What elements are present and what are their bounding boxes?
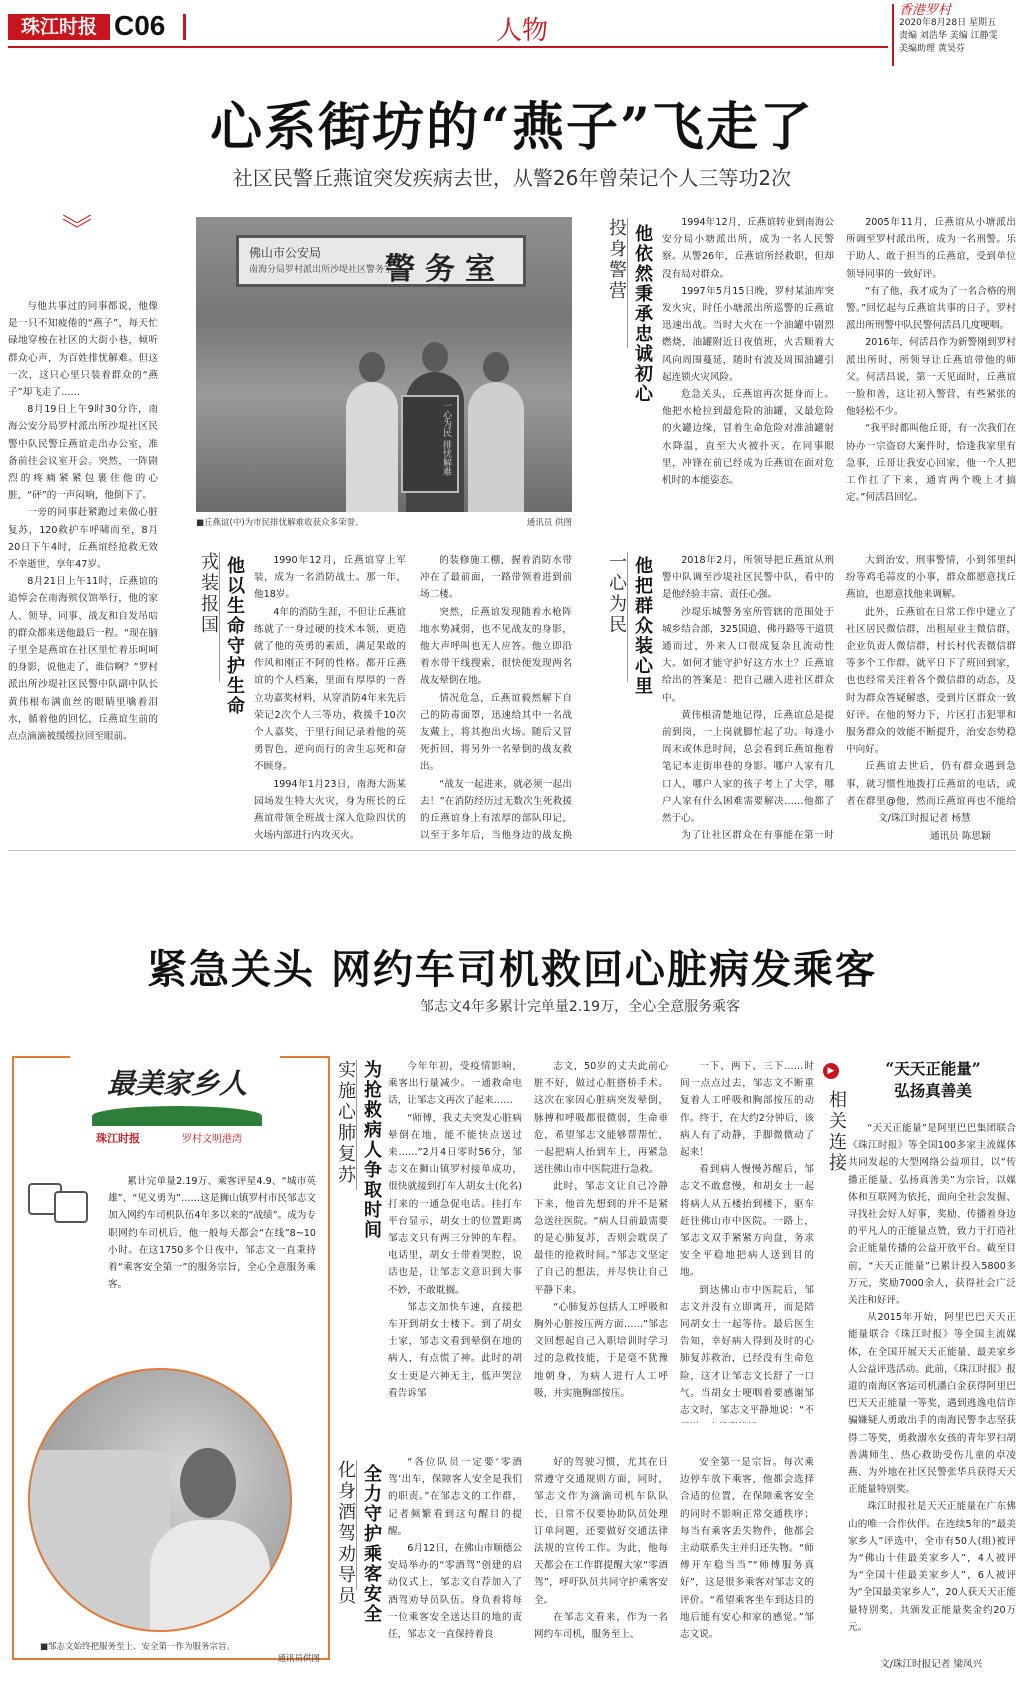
related-body: [848, 1120, 1016, 1650]
brand-logo: 香港罗村: [899, 3, 952, 18]
body-paragraph: 此外，丘燕谊在日常工作中建立了社区居民微信群，出租屋业主微信群，企业负责人微信群，村长村代表微信群等多个工作群。就平日下了班回到家，也也经常关注着各个微信群的动态，及时为群众答疑解惑，受到片区群众一致好评。在他的努力下，片区打击犯罪和服务群众的效能不断提升，治安态势稳中向好。: [846, 606, 1016, 756]
body-paragraph: 沙堤乐城警务室所管辖的范围处于城乡结合部，325国道、佛丹路等干道贯通而过，外来人口很成复杂且流动性大。如何才能守护好这方水土？丘燕谊给出的答案是：把自己融入进社区群众中。: [662, 606, 834, 704]
column-logo: [82, 1062, 272, 1158]
body-paragraph: “各位队员一定要‘零酒驾’出车，保障客人安全是我们的职责。”在邹志文的工作群，记者频繁看到这句醒目的提醒。: [388, 1457, 522, 1537]
person-head: [359, 352, 385, 382]
article1-subheadline: 社区民警丘燕谊突发疾病去世，从警26年曾荣记个人三等功2次: [232, 166, 792, 190]
a2-section1-title: 为抢救病人争取时间: [361, 1060, 382, 1240]
section1-title: 他依然秉承忠诚初心: [632, 224, 653, 404]
body-paragraph: 2018年2月，所领导把丘燕谊从刑警中队调至沙堤社区民警中队，看中的是他经验丰富、责任心强。: [662, 555, 834, 601]
logo-title: 最美家乡人: [106, 1067, 247, 1100]
section-rule: [356, 1060, 357, 1190]
a2-section1b-body: [534, 1058, 668, 1423]
body-paragraph: 大到治安、刑事警情，小到邻里纠纷等鸡毛蒜皮的小事，群众都愿意找丘燕谊，也愿意找他来调解。: [846, 555, 1016, 601]
section1-label: 投身警营: [606, 218, 627, 302]
article2-headline: 紧急关头 网约车司机救回心脏病发乘客: [147, 946, 877, 993]
driver-photo: [28, 1368, 292, 1632]
body-paragraph: 一下、两下、三下……时间一点点过去，邹志文不断重复着人工呼吸和胸部按压的动作。终于，在大约2分钟后，该病人有了动静，手脚微微动了起来！: [680, 1061, 814, 1159]
masthead-meta: [892, 4, 1018, 66]
section3-label: 一心为民: [606, 552, 627, 636]
intro-paragraph: 8月19日上午9时30分许，南海公安分局罗村派出所沙堤社区民警中队民警丘燕谊走出办公室，准备前往会议室开会。突然，一阵剧烈的疼痛紧紧包裹住他的心脏，“砰”的一声闷响，他倒下了。: [8, 404, 158, 502]
section3-body: [662, 552, 834, 844]
section3b-body: [846, 552, 1016, 808]
person-figure: [468, 382, 524, 512]
sign-org: 佛山市公安局: [249, 246, 322, 260]
car-shape: [28, 1450, 170, 1632]
a2-section2-label: 化身酒驾劝导员: [335, 1460, 356, 1607]
issue-date: 2020年8月28日 星期五: [899, 18, 996, 28]
photo-caption: [196, 516, 572, 528]
body-paragraph: “心肺复苏包括人工呼吸和胸外心脏按压两方面……”邹志文回想起自己入职培训时学习过的急救技能，于是毫不犹豫地朝身，为病人进行人工呼吸，并实施胸部按压。: [534, 1301, 668, 1399]
related-title-line2: 弘扬真善美: [894, 1081, 972, 1100]
body-paragraph: 2005年11月，丘燕谊从小塘派出所调至罗村派出所，成为一名刑警。乐于助人、敢于担当的丘燕谊，受到单位领导同事的一致好评。: [846, 217, 1016, 280]
person-figure: [346, 382, 398, 512]
body-paragraph: 为了让社区群众在有事能在第一时: [681, 830, 834, 842]
section-rule: [356, 1460, 357, 1590]
section1b-body: [846, 214, 1016, 508]
body-paragraph: “天天正能量”是阿里巴巴集团联合《珠江时报》等全国100多家主流媒体共同发起的大型网络公益项目，以“传播正能量、弘扬真善美”为宗旨，以媒体和互联网为依托，面向全社会发掘、寻找社会好人好事，奖励、传播着身边的平凡人的正能量点赞，致力于打造社会正能量传播的公益开放平台。截至目前，“天天正能量”已累计投入5800多万元，奖励7000余人，获得社会广泛关注和好评。: [848, 1123, 1016, 1307]
body-paragraph: 此时，邹志文让自己冷静下来，他首先想到的并不是紧急送往医院。“病人目前最需要的是心肺复苏，否则会耽误了最佳的抢救时间。”邹志文坚定了自己的想法，并尽快让自己平静下来。: [534, 1181, 668, 1296]
play-icon: ▶: [823, 1063, 839, 1079]
body-paragraph: 1994年12月，丘燕谊转业到南海公安分局小塘派出所，成为一名人民警察。从警26年，丘燕谊所经救职，但却没有局对群众。: [662, 217, 834, 280]
body-paragraph: 突然，丘燕谊发现随着水枪阵地水势减弱，也不见战友的身影，他大声呼叫也无人应答。他立即沿着水带干线搜索，很快便发现两名战友晕倒在地。: [420, 606, 572, 687]
photo-credit: 通讯员 供图: [526, 518, 572, 528]
driver-head: [180, 1448, 236, 1518]
article2-intro: [108, 1173, 316, 1293]
station-sign: [236, 235, 526, 287]
a2-section1-body: [388, 1058, 522, 1423]
speech-bubble-icon: [28, 1183, 98, 1229]
related-title: [858, 1058, 1008, 1102]
body-paragraph: 志文，50岁的丈夫此前心脏不好，做过心脏搭桥手术。这次在家因心脏病突发晕倒，脉搏和呼吸都很微弱，生命垂危，希望邹志文能够帮帮忙，一起把病人抬到车上，再紧急送往佛山市中医院进行急救。: [534, 1061, 668, 1176]
editor-credit: 责编 刘浩华 美编 江静雯: [899, 31, 998, 41]
a2-section1c-body: [680, 1058, 814, 1423]
article1-headline: 心系街坊的“燕子”飞走了: [210, 97, 814, 158]
intro-paragraph: 与他共事过的同事都说，他像是一只不知疲倦的“燕子”，每天忙碌地穿梭在社区的大街小巷，倾听群众心声，为百姓排忧解难。但这一次，这只心里只装着群众的“燕子”却飞走了……: [8, 301, 158, 399]
sign-unit: 南海分局罗村派出所沙堤社区警务室: [249, 265, 394, 275]
body-paragraph: 危急关头，丘燕谊再次挺身而上。他把水枪拉到最危险的油罐，又最危险的火罐边缘，冒着生命危险对准油罐射水降温，直至大火被扑灭。在同事眼里，冲锋在前已经成为丘燕谊在面对危机时的本能姿态。: [662, 389, 834, 487]
section1-body: [662, 214, 834, 508]
assistant-credit: 美编助理 黄昊芬: [899, 44, 965, 54]
intro-paragraph: 一旁的同事赶紧跑过来做心脏复苏，120救护车呼啸而至，8月20日下午4时，丘燕谊经抢救无效不幸逝世，享年47岁。: [8, 507, 158, 571]
body-paragraph: 丘燕谊去世后，仍有群众遇到急事，就习惯性地拨打丘燕谊的电话，或者在群里@他，然而丘燕谊再也不能给: [846, 761, 1016, 807]
section-rule: [627, 218, 628, 348]
intro-paragraph: 8月21日上午11时，丘燕谊的追悼会在南海殡仪馆举行，他的家人、领导、同事、战友和自发吊唁的群众都来送他最后一程。“现在脑子里全是燕谊在社区里忙着乐呵呵的身影，说他走了，谁信啊？”罗村派出所沙堤社区民警中队副中队长黄伟根布满血丝的眼睛里噙着泪水，循着他的回忆，丘燕谊生前的点点滴滴被缓缓拉回至眼前。: [8, 576, 158, 743]
body-paragraph: 情况危急，丘燕谊毅然解下自己的防毒面罩，迅速给其中一名战友戴上，将其抱出火场。随后又冒死折回，将另外一名晕倒的战友救出。: [420, 692, 572, 773]
section2-title: 他以生命守护生命: [224, 556, 245, 716]
page-divider: [183, 14, 186, 40]
logo-tagline: 罗村文明港湾: [182, 1134, 242, 1145]
body-paragraph: “师傅，我丈夫突发心脏病晕倒在地，能不能快点送过来……”2月4日零时56分，邹志文在狮山镇罗村接单成功，很快就接到打车人胡女士(化名)打来的一通急促电话。挂打车平台显示，胡女士的位置距离邹志文只有两三分钟的车程。电话里，胡女士带着哭腔，说话也是，让邹志文意识到大事不妙，不敢耽搁。: [388, 1112, 522, 1296]
section-title: 人物: [496, 16, 549, 46]
section-rule: [627, 552, 628, 682]
related-label: 相关连接: [826, 1090, 847, 1174]
body-paragraph: 1990年12月，丘燕谊穿上军装，成为一名消防战士。那一年，他18岁。: [254, 555, 406, 601]
body-paragraph: 1994年1月23日，南海大沥某园场发生特大火灾，身为班长的丘燕谊带领全班战士深入危险四伏的火场内部进行内攻灭火。: [254, 778, 406, 842]
body-paragraph: 看到病人慢慢苏醒后，邹志文不敢怠慢，和胡女士一起将病人从五楼抬到楼下，驱车赶往佛山市中医院。一路上，邹志文双手紧紧方向盘，务求安全平稳地把病人送到目的地。: [680, 1164, 814, 1279]
body-paragraph: 好的驾驶习惯，尤其在日常遵守交通规则方面，同时，邹志文作为滴滴司机车队队长，日常不仅要协助队员处理订单问题，还要做好交通法律法规的宣传工作。为此，他每天都会在工作群提醒大家“零酒驾”，呼吁队员共同守护乘客安全。: [534, 1457, 668, 1606]
body-paragraph: “战友一起进来，就必须一起出去！”在消防经历过无数次生死救援的丘燕谊身上有浓厚的部队印记，以至于多年后，当他身边的战友换: [420, 778, 572, 842]
body-paragraph: 在邹志文看来，作为一名网约车司机，服务至上、: [534, 1611, 668, 1641]
body-paragraph: 安全第一是宗旨。每次乘边停车放下乘客，他都会选择合适的位置，在保障乘客安全的同时不影响正常交通秩序；每当有乘客丢失物件，他都会主动联系失主并归还失物。“师傅开车稳当当”“师傅服务真好”，这是很多乘客对邹志文的评价。“希望乘客坐车到达目的地后能有安心和家的感觉。”邹志文说。: [680, 1457, 814, 1641]
article-divider: [8, 850, 1016, 851]
sign-big: 警务室: [385, 252, 505, 287]
person-head: [422, 342, 448, 372]
section2-body: [254, 552, 406, 844]
photo-credit: 通讯员供图: [277, 1654, 320, 1664]
section2b-body: [420, 552, 572, 844]
article1-byline2: 通讯员 陈思颖: [930, 831, 991, 842]
section-rule: [219, 552, 220, 682]
bubble-shape: [54, 1191, 88, 1223]
body-paragraph: 珠江时报社是天天正能量在广东佛山的唯一合作伙伴。在连续5年的“最美家乡人”评选中，全市有50人(组)被评为“佛山十佳最美家乡人”，4人被评为“全国十佳最美家乡人”，6人被评为“全国最美家乡人”，20人获天天正能量特别奖，共颁发正能量奖金约20万元。: [848, 1501, 1016, 1633]
person-head: [483, 352, 509, 382]
related-title-line1: “天天正能量”: [885, 1059, 981, 1078]
body-paragraph: 的装修施工棚，握着消防水带冲在了最前面，一路带领着进到前场二楼。: [420, 555, 572, 601]
body-paragraph: 黄伟根清楚地记得，丘燕谊总是提前到岗，一上岗就脚忙起了功。每逢小周末或休息时间，总会看到丘燕谊拖着笔记本走街串巷的身影。哪户人家有几口人，哪户人家的孩子考上了大学，哪户人家有什么困难需要解决……他都了然于心。: [662, 709, 834, 825]
paper-logo: 珠江时报: [8, 14, 110, 40]
body-paragraph: 今年年初，受疫情影响，乘客出行量减少。一通救命电话，让邹志文再次了起来……: [388, 1061, 522, 1107]
a2-section2c-body: [680, 1454, 814, 1664]
body-paragraph: 4年的消防生涯，不但让丘燕谊练就了一身过硬的技术本领，更造就了他的英勇的素质，满足果敢的作风和刚正不阿的性格。都开丘燕谊的个人档案，里面有厚厚的一沓立功嘉奖材料，从穿消防4年来先后荣记2次个人三等功，救援千10次个人嘉奖，于里行间记录着他的英勇智色，逆向而行的舍生忘死和奋不顾身。: [254, 606, 406, 773]
body-paragraph: 2016年，何活昌作为新警刚到罗村派出所时，所领导让丘燕谊带他的师父。何活昌说，第一天见面时，丘燕谊一脸和善，这让初入警营、有些紧张的他轻松不少。: [846, 337, 1016, 418]
article2-subheadline: 邹志文4年多累计完单量2.19万，全心全意服务乘客: [420, 999, 741, 1015]
article1-byline: 文/珠江时报记者 杨慧: [878, 813, 971, 824]
driver-figure: [150, 1520, 270, 1632]
logo-paper: 珠江时报: [96, 1132, 140, 1145]
article1-intro: [8, 298, 158, 843]
intro-paragraph: 累计完单量2.19万、乘客评星4.9、“城市英雄”、“见义勇为”……这是狮山镇罗村市民邹志文加入网约车司机队伍4年多以来的“战绩”。成为专职网约车司机后，他一般每天都会“在线”8~10小时。在这1750多个日夜中，邹志文一直秉持着“乘客安全第一”的服务宗旨，全心全意服务乘客。: [108, 1176, 316, 1291]
body-paragraph: 1997年5月15日晚，罗村某油库突发火灾，时任小塘派出所巡警的丘燕谊迅速出战。当时大火在一个油罐中剧烈燃烧，油罐附近日夜值班，火舌顺着大风向周围蔓延，随时有波及周围油罐引起连锁火灾风险。: [662, 285, 834, 383]
a2-section2-title: 全力守护乘客安全: [361, 1464, 382, 1624]
masthead-rule: [8, 46, 888, 48]
a2-section1-label: 实施心肺复苏: [335, 1060, 356, 1186]
section3-title: 他把群众装心里: [632, 556, 653, 696]
body-paragraph: “我平时都叫他丘哥，有一次我们在协办一宗盗窃大案件时，恰逢我家里有急事，丘哥让我安心回家，他一个人把工作扛了下来，通宵两个晚上才搞定。”何活昌回忆。: [846, 423, 1016, 504]
a2-section2-body: [388, 1454, 522, 1664]
body-paragraph: 6月12日，在佛山市顺德公安局举办的“零酒驾”创建的启动仪式上，邹志文自荐加入了酒驾劝导员队伍。身负着将每一位乘客安全送达目的地的责任，邹志文一直保持着良: [388, 1543, 522, 1641]
caption-text: ■丘燕谊(中)为市民排忧解难收获众多荣誉。: [196, 518, 364, 528]
related-byline: 文/珠江时报记者 梁凤兴: [880, 1659, 983, 1670]
logo-wave: [92, 1106, 262, 1126]
page-number: C06: [114, 10, 166, 41]
body-paragraph: 邹志文加快车速，直接把车开到胡女士楼下。到了胡女士家，邹志文看到晕倒在地的病人，有点慌了神。此时的胡女士更是六神无主，低声哭泣看告诉邹: [388, 1301, 522, 1399]
chevron-down-icon: ︾: [62, 213, 92, 248]
body-paragraph: “有了他，我才成为了一名合格的刑警。”回忆起与丘燕谊共事的日子，罗村派出所刑警中队民警何活昌几度哽咽。: [846, 285, 1016, 332]
frame-gap: [70, 1050, 280, 1060]
body-paragraph: 到达佛山市中医院后，邹志文并没有立即离开，而是陪同胡女士一起等待。最后医生告知，幸好病人得到及时的心肺复苏救治，已经没有生命危险，这才让邹志文长舒了一口气。当胡女士哽咽着要感谢邹志文时，邹志文平静地说：“不: [680, 1284, 814, 1417]
a2-section2b-body: [534, 1454, 668, 1664]
caption-text: ■邹志文始终把服务至上、安全第一作为服务宗旨。: [40, 1642, 236, 1652]
section2-label: 戎装报国: [198, 552, 219, 636]
honor-banner: 一心为民 排忧解难: [401, 395, 459, 493]
photo2-caption: [40, 1640, 320, 1664]
police-station-photo: [196, 217, 572, 512]
body-paragraph: 从2015年开始，阿里巴巴天天正能量联合《珠江时报》等全国主流媒体，在全国开展天天正能量、最美家乡人公益评选活动。此前，《珠江时报》报道的南海区客运司机潘白金获得阿里巴巴天天正能量一等奖，遇到逃逸电信诈骗嫌疑人勇敢出手的南海民警李志坚获得二等奖，勇救溺水女孩的青年罗扫胡善满师生、热心救助受伤儿童的卓凌燕、为外地在社区民警张华兵获得天天正能量特别奖。: [848, 1312, 1016, 1496]
